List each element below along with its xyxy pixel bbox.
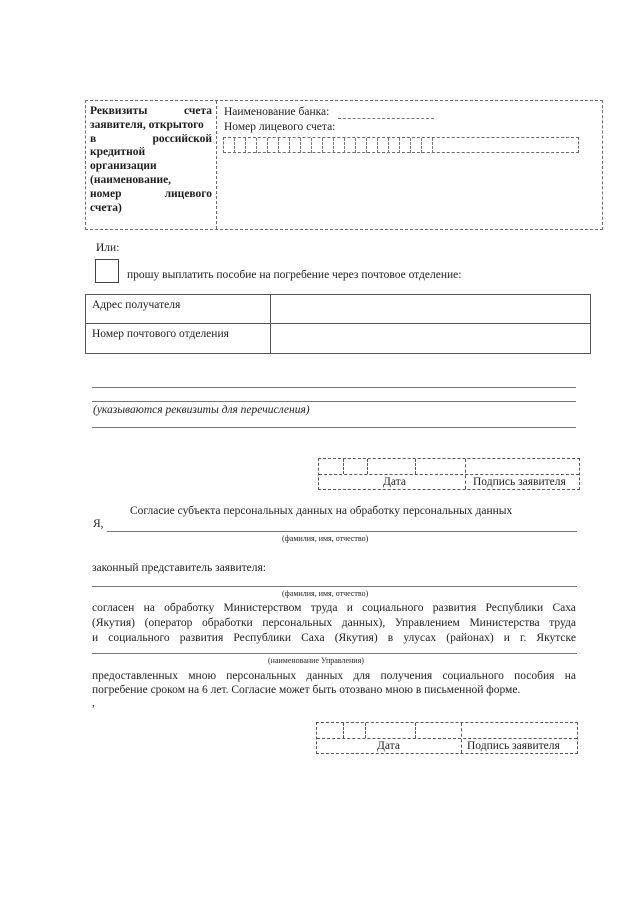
sig1-divider xyxy=(465,459,466,489)
consent-agree-word: Республики xyxy=(233,632,292,644)
consent-purpose-text xyxy=(92,669,576,697)
consent-agree-word: на xyxy=(143,602,155,614)
post-office-number-field[interactable] xyxy=(272,325,588,351)
post-table-divider xyxy=(270,295,271,353)
post-option-checkbox[interactable] xyxy=(95,259,119,283)
bank-requisites-label-word: номер xyxy=(90,187,122,200)
requisites-line-3[interactable] xyxy=(92,427,576,428)
account-digit-cell[interactable] xyxy=(378,138,389,153)
consent-purpose-word: получения xyxy=(380,670,433,682)
consent-agree-word: Саха xyxy=(552,602,576,614)
requisites-line-1[interactable] xyxy=(92,387,576,388)
signature-block-1 xyxy=(318,458,580,490)
sig1-row-divider xyxy=(319,474,579,475)
sig2-divider xyxy=(461,723,462,753)
bank-requisites-block xyxy=(85,100,603,230)
bank-requisites-label-word: (наименование, xyxy=(90,173,172,186)
consent-agree-word: обработку xyxy=(164,602,215,614)
account-number-cells[interactable] xyxy=(223,137,579,153)
consent-agree-word: (Якутия) xyxy=(334,632,378,644)
consent-agree-word: улусах xyxy=(403,632,437,644)
consent-agree-word: (районах) xyxy=(446,632,494,644)
bank-requisites-label-word: в xyxy=(90,132,97,145)
consent-agree-line xyxy=(92,616,576,631)
bank-requisites-label-word: заявителя, открытого xyxy=(90,118,204,131)
consent-agree-word: (Якутия) xyxy=(92,617,135,629)
account-digit-cell[interactable] xyxy=(323,138,334,153)
consent-agree-line xyxy=(92,601,576,616)
account-digit-cell[interactable] xyxy=(290,138,301,153)
consent-agree-word: Министерством xyxy=(223,602,302,614)
department-hint: (наименование Управления) xyxy=(268,656,364,665)
consent-agree-word: развития xyxy=(432,602,477,614)
consent-i-label: Я, xyxy=(93,518,104,530)
post-office-number-label: Номер почтового отделения xyxy=(92,328,229,340)
account-digit-cell[interactable] xyxy=(433,138,444,153)
consent-agree-word: труда xyxy=(310,602,338,614)
consent-title: Согласие субъекта персональных данных на обработку персональных данных xyxy=(130,505,513,517)
bank-name-field[interactable] xyxy=(338,118,434,119)
recipient-address-label: Адрес получателя xyxy=(92,299,181,311)
sig2-date-field[interactable] xyxy=(318,724,460,737)
consent-fio-field[interactable] xyxy=(107,531,577,532)
account-digit-cell[interactable] xyxy=(411,138,422,153)
bank-requisites-label-word: счета) xyxy=(90,201,122,214)
consent-purpose-last-line: погребение сроком на 6 лет. Согласие может быть отозвано мною в письменной форме. xyxy=(92,684,521,696)
consent-agree-word: социального xyxy=(108,632,170,644)
consent-agree-word: (оператор xyxy=(144,617,193,629)
account-digit-cell[interactable] xyxy=(224,138,235,153)
account-digit-cell[interactable] xyxy=(400,138,411,153)
bank-requisites-label-word: лицевого xyxy=(164,187,212,200)
consent-agree-word: Министерства xyxy=(469,617,540,629)
bank-requisites-label-line xyxy=(90,160,212,174)
consent-purpose-word: данных xyxy=(306,670,344,682)
sig1-signature-field[interactable] xyxy=(467,460,577,473)
consent-fio-hint: (фамилия, имя, отчество) xyxy=(282,534,369,543)
consent-agree-text xyxy=(92,601,576,646)
bank-requisites-label-line xyxy=(90,174,212,188)
account-digit-cell[interactable] xyxy=(268,138,279,153)
sig1-signature-label: Подпись заявителя xyxy=(473,476,566,488)
sig2-signature-field[interactable] xyxy=(463,724,575,737)
consent-agree-word: данных), xyxy=(341,617,386,629)
consent-agree-word: г. xyxy=(520,632,527,644)
or-label: Или: xyxy=(96,242,120,254)
post-table-row-divider xyxy=(86,323,590,324)
post-option-text: прошу выплатить пособие на погребение через почтовое отделение: xyxy=(127,269,462,281)
sig2-signature-label: Подпись заявителя xyxy=(467,740,560,752)
consent-purpose-word: предоставленных xyxy=(92,670,179,682)
bank-name-label: Наименование банка: xyxy=(224,106,330,118)
account-digit-cell[interactable] xyxy=(257,138,268,153)
bank-requisites-label-line xyxy=(90,202,212,216)
bank-requisites-label-word: организации xyxy=(90,160,157,173)
bank-requisites-label-line xyxy=(90,119,212,133)
requisites-hint: (указываются реквизиты для перечисления) xyxy=(93,404,310,416)
account-digit-cell[interactable] xyxy=(334,138,345,153)
consent-agree-word: персональных xyxy=(262,617,333,629)
consent-agree-line xyxy=(92,631,576,646)
sig1-date-field[interactable] xyxy=(320,460,464,473)
account-digit-cell[interactable] xyxy=(389,138,400,153)
consent-agree-word: согласен xyxy=(92,602,135,614)
consent-agree-word: Управлением xyxy=(394,617,460,629)
bank-requisites-label-word: российской xyxy=(152,132,212,145)
consent-stray-mark: , xyxy=(92,697,95,709)
bank-requisites-label-line xyxy=(90,105,212,119)
post-table xyxy=(85,294,591,354)
consent-agree-word: труда xyxy=(549,617,576,629)
consent-purpose-word: для xyxy=(353,670,371,682)
legal-rep-fio-hint: (фамилия, имя, отчество) xyxy=(282,589,369,598)
consent-purpose-word: пособия xyxy=(514,670,555,682)
bank-requisites-label-line xyxy=(90,188,212,202)
consent-agree-word: Саха xyxy=(301,632,325,644)
account-digit-cell[interactable] xyxy=(235,138,246,153)
legal-rep-fio-field[interactable] xyxy=(92,586,577,587)
signature-block-2 xyxy=(316,722,578,754)
consent-purpose-word: персональных xyxy=(226,670,297,682)
consent-agree-word: Республики xyxy=(485,602,544,614)
account-digit-cell[interactable] xyxy=(246,138,257,153)
bank-requisites-label-line xyxy=(90,133,212,147)
consent-agree-word: и xyxy=(503,632,510,644)
account-digit-cell[interactable] xyxy=(422,138,433,153)
account-digit-cell[interactable] xyxy=(356,138,367,153)
bank-requisites-label-line xyxy=(90,146,212,160)
sig1-date-label: Дата xyxy=(383,476,406,488)
legal-rep-label: законный представитель заявителя: xyxy=(92,562,266,574)
account-digit-cell[interactable] xyxy=(301,138,312,153)
consent-agree-word: и xyxy=(346,602,353,614)
consent-agree-word: в xyxy=(387,632,394,644)
consent-agree-word: и xyxy=(92,632,99,644)
requisites-line-2[interactable] xyxy=(92,401,576,402)
consent-agree-word: развития xyxy=(179,632,224,644)
bank-requisites-label-word: кредитной xyxy=(90,146,146,159)
account-digit-cell[interactable] xyxy=(367,138,378,153)
consent-purpose-word: на xyxy=(564,670,576,682)
department-field[interactable] xyxy=(92,653,577,654)
consent-purpose-word: социального xyxy=(442,670,504,682)
bank-requisites-label-word: Реквизиты xyxy=(90,105,148,117)
account-digit-cell[interactable] xyxy=(312,138,323,153)
account-number-label: Номер лицевого счета: xyxy=(224,121,336,133)
recipient-address-field[interactable] xyxy=(272,296,588,322)
sig2-date-label: Дата xyxy=(377,740,400,752)
consent-purpose-word: мною xyxy=(188,670,217,682)
account-digit-cell[interactable] xyxy=(279,138,290,153)
bank-requisites-divider xyxy=(216,101,217,229)
bank-requisites-label xyxy=(90,105,212,215)
consent-agree-word: Якутске xyxy=(536,632,576,644)
sig2-row-divider xyxy=(317,738,577,739)
bank-requisites-label-word: счета xyxy=(183,105,212,117)
account-digit-cell[interactable] xyxy=(345,138,356,153)
consent-agree-word: обработки xyxy=(202,617,253,629)
consent-agree-word: социального xyxy=(362,602,424,614)
consent-purpose-line xyxy=(92,669,576,683)
